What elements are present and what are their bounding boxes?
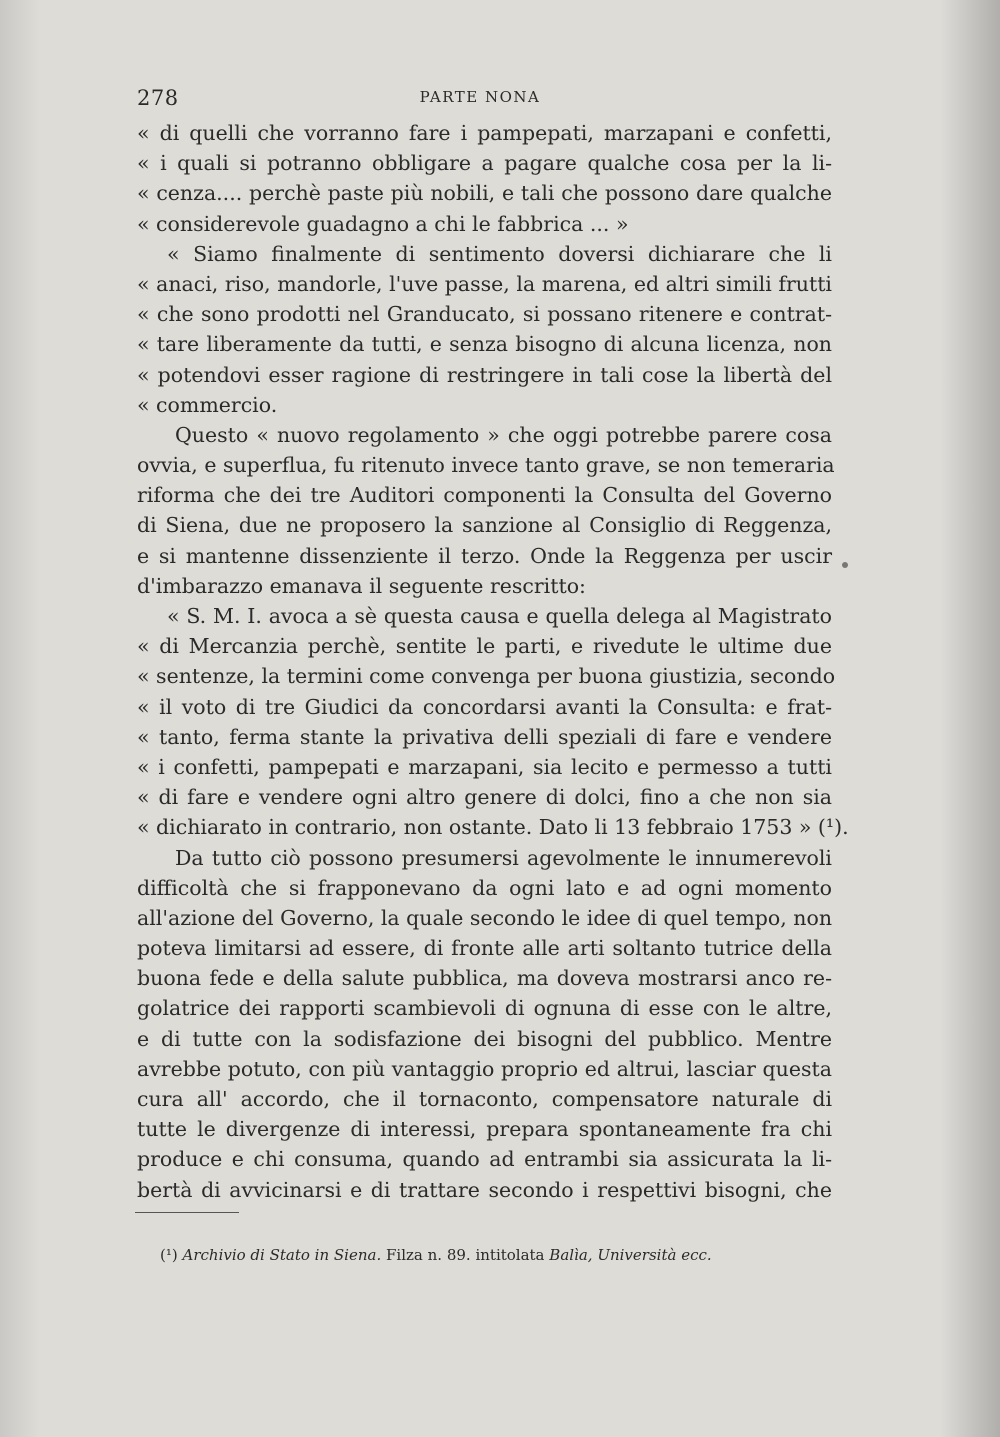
text-line: « potendovi esser ragione di restringere in tali cose la libertà del (137, 362, 832, 387)
text-line: Questo « nuovo regolamento » che oggi potrebbe parere cosa (175, 422, 832, 447)
footnote (160, 1246, 800, 1264)
text-line: difficoltà che si frapponevano da ogni lato e ad ogni momento (137, 875, 832, 900)
footnote-marker: (¹) (160, 1246, 178, 1264)
text-line: « che sono prodotti nel Granducato, si possano ritenere e contrat- (137, 302, 832, 327)
text-line: poteva limitarsi ad essere, di fronte alle arti soltanto tutrice della (137, 936, 832, 961)
text-line: « il voto di tre Giudici da concordarsi avanti la Consulta: e frat- (137, 694, 832, 719)
text-line: « sentenze, la termini come convenga per buona giustizia, secondo (137, 664, 836, 689)
page-gutter-shadow (0, 0, 40, 1437)
footnote-source: Archivio di Stato in Siena. (182, 1246, 382, 1264)
text-line: tutte le divergenze di interessi, prepara spontaneamente fra chi (137, 1117, 832, 1142)
text-line: e di tutte con la sodisfazione dei bisogni del pubblico. Mentre (137, 1026, 832, 1051)
text-line: « S. M. I. avoca a sè questa causa e quella delega al Magistrato (167, 604, 832, 628)
text-line: « tanto, ferma stante la privativa delli speziali di fare e vendere (137, 724, 832, 749)
text-line: « considerevole guadagno a chi le fabbrica ... » (137, 211, 629, 236)
text-line: Da tutto ciò possono presumersi agevolmente le innumerevoli (175, 845, 832, 870)
text-line: riforma che dei tre Auditori componenti la Consulta del Governo (137, 483, 832, 508)
text-line: « anaci, riso, mandorle, l'uve passe, la marena, ed altri simili frutti (137, 271, 832, 296)
text-line: all'azione del Governo, la quale secondo le idee di quel tempo, non (137, 905, 833, 930)
text-line: cura all' accordo, che il tornaconto, compensatore naturale di (137, 1087, 832, 1111)
text-line: « dichiarato in contrario, non ostante. Dato li 13 febbraio 1753 » (¹). (137, 815, 849, 840)
footnote-title: Balìa, Università ecc. (549, 1246, 712, 1264)
page-edge-shadow (940, 0, 1000, 1437)
text-line: golatrice dei rapporti scambievoli di ognuna di esse con le altre, (137, 996, 832, 1021)
body-text (137, 118, 849, 1205)
text-line: avrebbe potuto, con più vantaggio proprio ed altrui, lasciar questa (137, 1056, 832, 1081)
text-line: d'imbarazzo emanava il seguente rescritto: (137, 573, 586, 598)
text-line: « i confetti, pampepati e marzapani, sia lecito e permesso a tutti (137, 754, 832, 779)
text-line: « i quali si potranno obbligare a pagare qualche cosa per la li- (137, 151, 832, 176)
text-line: bertà di avvicinarsi e di trattare secondo i respettivi bisogni, che (137, 1177, 832, 1202)
text-line: « di fare e vendere ogni altro genere di dolci, fino a che non sia (137, 785, 832, 810)
text-line: « di Mercanzia perchè, sentite le parti, e rivedute le ultime due (137, 634, 832, 659)
footnote-divider (135, 1212, 239, 1213)
ink-smudge (842, 562, 848, 568)
text-line: « cenza.... perchè paste più nobili, e tali che possono dare qualche (137, 181, 832, 206)
footnote-text: Filza n. 89. intitolata (386, 1246, 545, 1264)
text-line: « di quelli che vorranno fare i pampepati, marzapani e confetti, (137, 121, 832, 145)
text-line: produce e chi consuma, quando ad entrambi sia assicurata la li- (137, 1147, 832, 1172)
running-head: PARTE NONA (419, 88, 541, 106)
text-line: « tare liberamente da tutti, e senza bisogno di alcuna licenza, non (137, 332, 832, 357)
text-line: ovvia, e superflua, fu ritenuto invece tanto grave, se non temeraria (137, 453, 835, 478)
text-line: « commercio. (137, 392, 278, 417)
text-line: buona fede e della salute pubblica, ma doveva mostrarsi anco re- (137, 966, 832, 991)
text-line: « Siamo finalmente di sentimento doversi dichiarare che li (167, 241, 832, 266)
text-line: di Siena, due ne proposero la sanzione al Consiglio di Reggenza, (137, 513, 832, 538)
page-number: 278 (137, 86, 179, 110)
text-line: e si mantenne dissenziente il terzo. Onde la Reggenza per uscir (137, 543, 832, 568)
